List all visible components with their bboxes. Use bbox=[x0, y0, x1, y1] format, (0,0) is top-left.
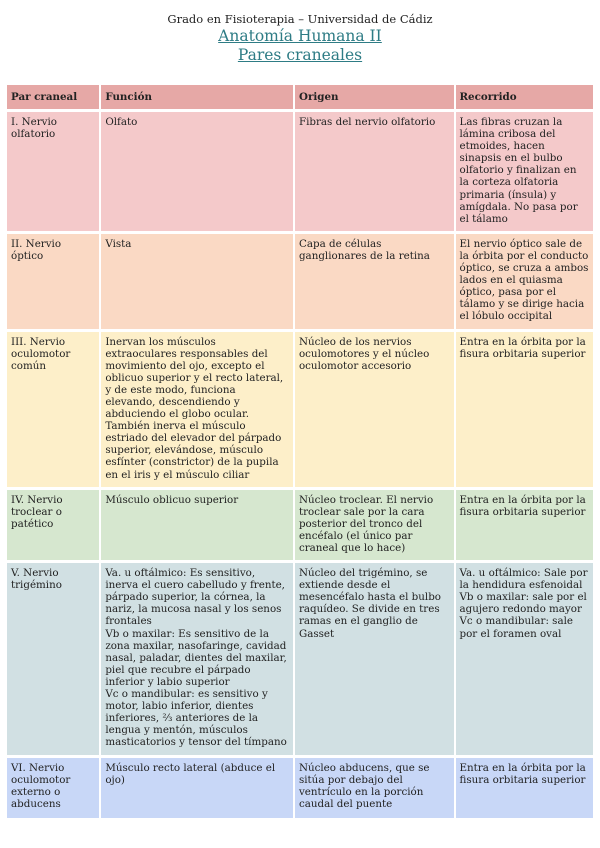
cell-origen: Núcleo de los nervios oculomotores y el núcleo oculomotor accesorio bbox=[295, 332, 454, 487]
cell-origen: Capa de células ganglionares de la retina bbox=[295, 234, 454, 329]
column-header-funcion: Función bbox=[101, 85, 293, 109]
cell-recorrido: Entra en la órbita por la fisura orbitaria superior bbox=[456, 490, 594, 560]
table-row bbox=[7, 758, 593, 818]
column-header-par: Par craneal bbox=[7, 85, 99, 109]
cell-origen: Núcleo abducens, que se sitúa por debajo del ventrículo en la porción caudal del puente bbox=[295, 758, 454, 818]
document-title: Anatomía Humana II bbox=[218, 27, 382, 45]
table-header-row bbox=[7, 85, 593, 109]
cell-funcion: Olfato bbox=[101, 112, 293, 231]
cell-par: II. Nervio óptico bbox=[7, 234, 99, 329]
document-header bbox=[0, 12, 600, 64]
cell-funcion: Inervan los músculos extraoculares responsables del movimiento del ojo, excepto el oblicuo superior y el recto lateral, y de este modo, funciona elevando, descendiendo y abduciendo el globo ocular. También inerva el músculo estriado del elevador del párpado superior, elevándose, músculo esfínter (constrictor) de la pupila en el iris y el músculo ciliar bbox=[101, 332, 293, 487]
table-row bbox=[7, 490, 593, 560]
cell-par: V. Nervio trigémino bbox=[7, 563, 99, 754]
cell-par: IV. Nervio troclear o patético bbox=[7, 490, 99, 560]
table-row bbox=[7, 112, 593, 231]
cell-recorrido: El nervio óptico sale de la órbita por el conducto óptico, se cruza a ambos lados en el quiasma óptico, pasa por el tálamo y se dirige hacia el lóbulo occipital bbox=[456, 234, 594, 329]
table-row bbox=[7, 234, 593, 329]
cell-recorrido: Las fibras cruzan la lámina cribosa del etmoides, hacen sinapsis en el bulbo olfatorio y finalizan en la corteza olfatoria primaria (ínsula) y amígdala. No pasa por el tálamo bbox=[456, 112, 594, 231]
cell-origen: Núcleo del trigémino, se extiende desde el mesencéfalo hasta el bulbo raquídeo. Se divide en tres ramas en el ganglio de Gasset bbox=[295, 563, 454, 754]
cell-origen: Fibras del nervio olfatorio bbox=[295, 112, 454, 231]
cell-par: VI. Nervio oculomotor externo o abducens bbox=[7, 758, 99, 818]
cell-recorrido: Entra en la órbita por la fisura orbitaria superior bbox=[456, 758, 594, 818]
cell-funcion: Músculo oblicuo superior bbox=[101, 490, 293, 560]
cell-funcion: Músculo recto lateral (abduce el ojo) bbox=[101, 758, 293, 818]
column-header-origen: Origen bbox=[295, 85, 454, 109]
table-row bbox=[7, 563, 593, 754]
cell-par: I. Nervio olfatorio bbox=[7, 112, 99, 231]
cell-origen: Núcleo troclear. El nervio troclear sale por la cara posterior del tronco del encéfalo (el único par craneal que lo hace) bbox=[295, 490, 454, 560]
cranial-nerves-table bbox=[5, 82, 595, 821]
cell-recorrido: Entra en la órbita por la fisura orbitaria superior bbox=[456, 332, 594, 487]
cell-par: III. Nervio oculomotor común bbox=[7, 332, 99, 487]
cell-funcion: Vista bbox=[101, 234, 293, 329]
document-subtitle: Pares craneales bbox=[237, 46, 363, 64]
course-line: Grado en Fisioterapia – Universidad de Cádiz bbox=[167, 12, 433, 26]
cell-funcion: Va. u oftálmico: Es sensitivo, inerva el cuero cabelludo y frente, párpado superior, la córnea, la nariz, la mucosa nasal y los senos frontales Vb o maxilar: Es sensitivo de la zona maxilar, nasofaringe, cavidad nasal, paladar, dientes del maxilar, piel que recubre el párpado inferior y labio superior Vc o mandibular: es sensitivo y motor, labio inferior, dientes inferiores, ⅔ anteriores de la lengua y mentón, músculos masticatorios y tensor del tímpano bbox=[101, 563, 293, 754]
column-header-recorrido: Recorrido bbox=[456, 85, 594, 109]
table-row bbox=[7, 332, 593, 487]
cell-recorrido: Va. u oftálmico: Sale por la hendidura esfenoidal Vb o maxilar: sale por el agujero redondo mayor Vc o mandibular: sale por el foramen oval bbox=[456, 563, 594, 754]
